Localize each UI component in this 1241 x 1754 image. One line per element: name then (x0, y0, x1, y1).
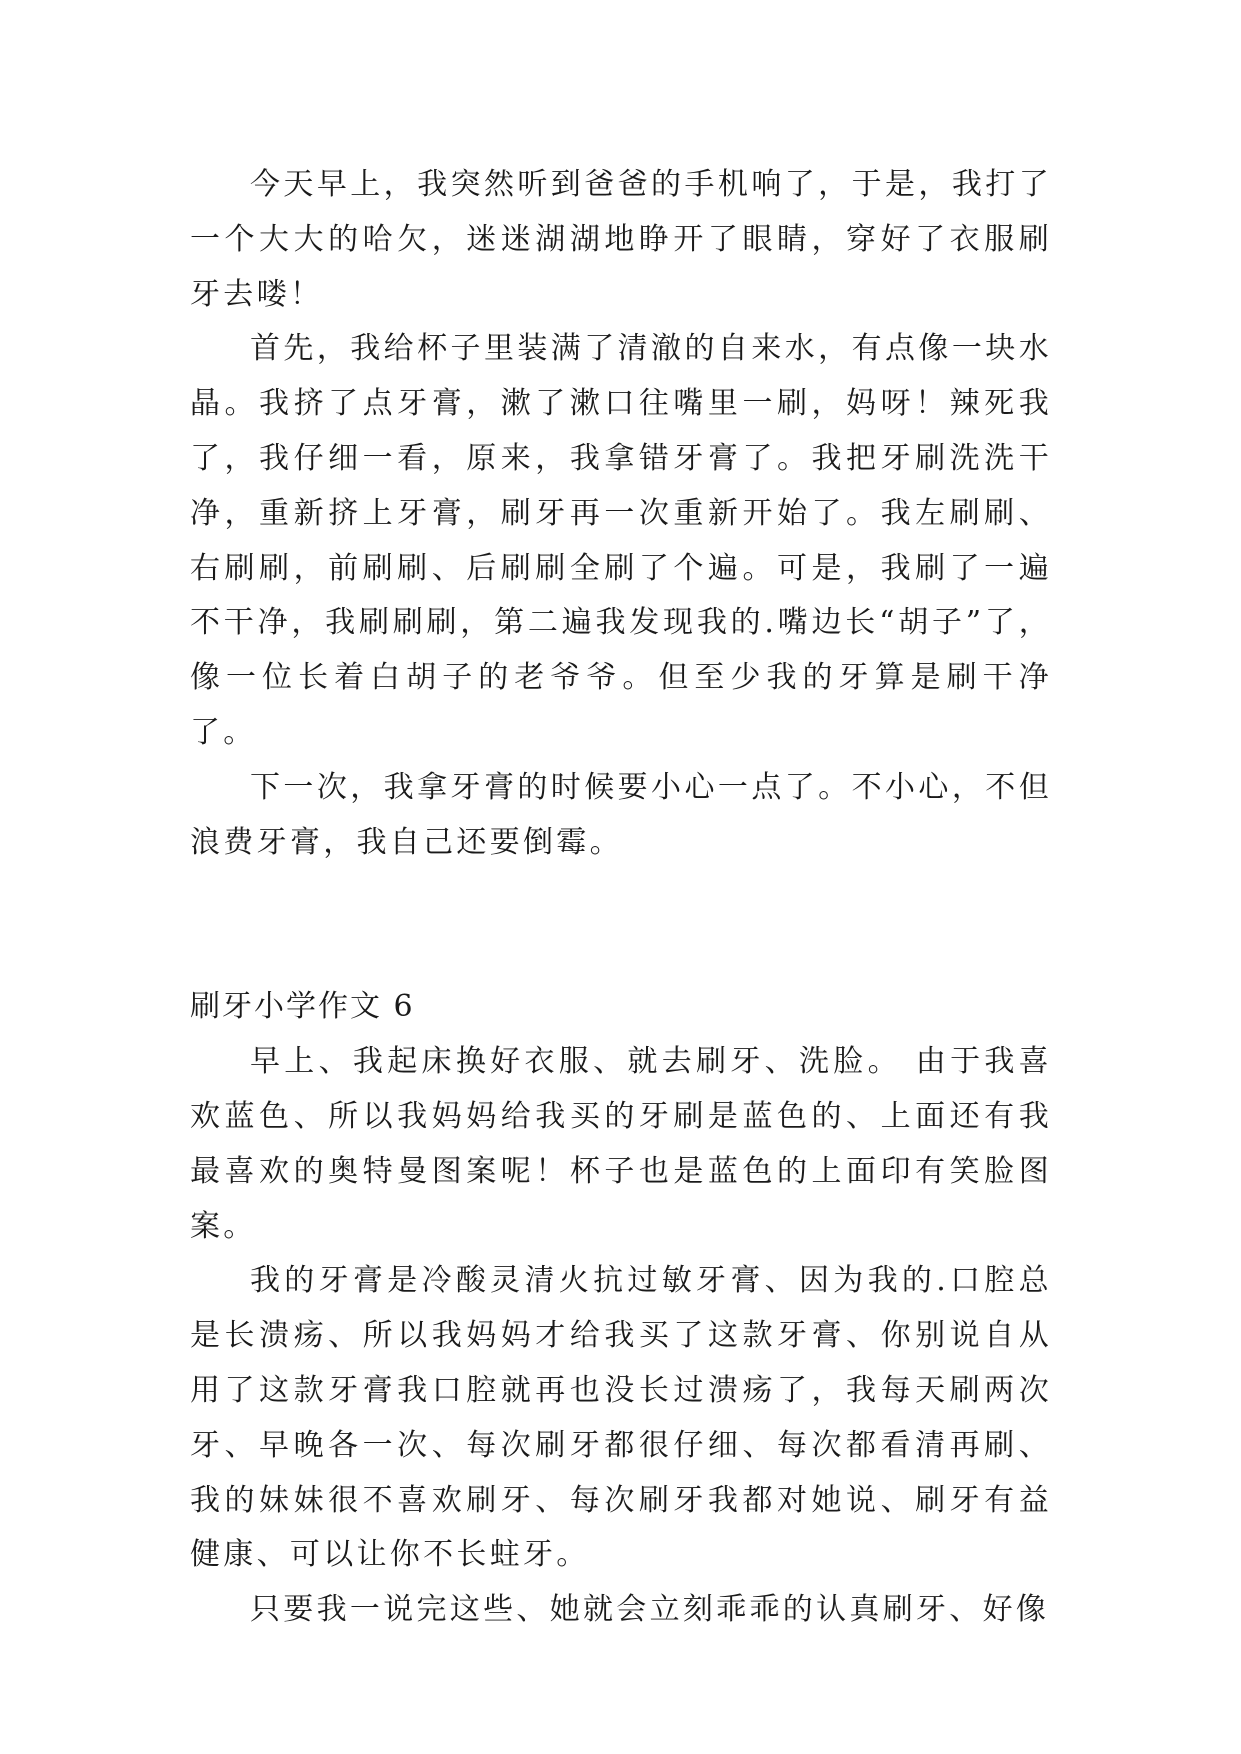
paragraph: 下一次，我拿牙膏的时候要小心一点了。不小心，不但浪费牙膏，我自己还要倒霉。 (190, 769, 1052, 860)
paragraph: 首先，我给杯子里装满了清澈的自来水，有点像一块水晶。我挤了点牙膏，漱了漱口往嘴里一刷，妈呀！辣死我了，我仔细一看，原来，我拿错牙膏了。我把牙刷洗洗干净，重新挤上牙膏，刷牙再一次重新开始了。我左刷刷、右刷刷，前刷刷、后刷刷全刷了个遍。可是，我刷了一遍不干净，我刷刷刷，第二遍我发现我的.嘴边长“胡子”了，像一位长着白胡子的老爷爷。但至少我的牙算是刷干净了。 (190, 331, 1052, 750)
paragraph: 我的牙膏是冷酸灵清火抗过敏牙膏、因为我的.口腔总是长溃疡、所以我妈妈才给我买了这款牙膏、你别说自从用了这款牙膏我口腔就再也没长过溃疡了，我每天刷两次牙、早晚各一次、每次刷牙都很仔细、每次都看清再刷、我的妹妹很不喜欢刷牙、每次刷牙我都对她说、刷牙有益健康、可以让你不长蛀牙。 (190, 1263, 1052, 1573)
paragraph: 只要我一说完这些、她就会立刻乖乖的认真刷牙、好像 (250, 1592, 1050, 1628)
paragraph: 今天早上，我突然听到爸爸的手机响了，于是，我打了一个大大的哈欠，迷迷湖湖地睁开了眼睛，穿好了衣服刷牙去喽！ (190, 167, 1052, 312)
section-spacer (190, 870, 1052, 980)
paragraph: 早上、我起床换好衣服、就去刷牙、洗脸。 由于我喜欢蓝色、所以我妈妈给我买的牙刷是蓝色的、上面还有我最喜欢的奥特曼图案呢！杯子也是蓝色的上面印有笑脸图案。 (190, 1044, 1052, 1244)
section-title: 刷牙小学作文 6 (190, 989, 415, 1025)
document-body (190, 158, 1052, 1638)
